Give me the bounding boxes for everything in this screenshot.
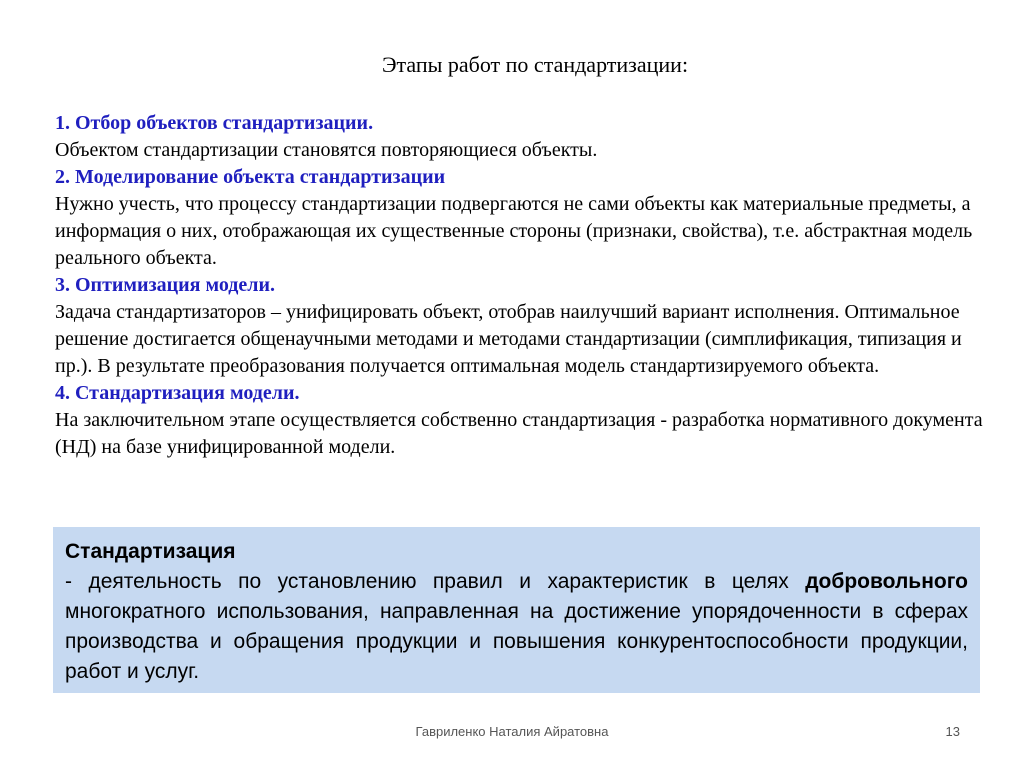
step-4-heading: 4. Стандартизация модели. [55, 382, 300, 404]
definition-text-after: многократного использования, направленная на достижение упорядоченности в сферах производства и обращения продукции и повышения конкурентоспособности продукции, работ и услуг. [65, 600, 968, 683]
slide-title: Этапы работ по стандартизации: [381, 52, 689, 77]
step-3-text: Задача стандартизаторов – унифицировать объект, отобрав наилучший вариант исполнения. Оптимальное решение достигается общенаучными методами и методами стандартизации (симплификация, типизация и пр.). В результате преобразования получается оптимальная модель стандартизируемого объекта. [55, 301, 962, 377]
definition-bold-word: добровольного [805, 570, 968, 593]
definition-term: Стандартизация [65, 540, 236, 563]
step-2-text: Нужно учесть, что процессу стандартизации подвергаются не сами объекты как материальные предметы, а информация о них, отображающая их существенные стороны (признаки, свойства), т.е. абстрактная модель реального объекта. [55, 193, 973, 269]
footer-author: Гавриленко Наталия Айратовна [415, 724, 609, 739]
steps-list [55, 110, 995, 461]
definition-text-before: - деятельность по установлению правил и характеристик в целях [65, 570, 806, 593]
step-1-text: Объектом стандартизации становятся повторяющиеся объекты. [55, 139, 598, 161]
step-3-heading: 3. Оптимизация модели. [55, 274, 275, 296]
definition-text [65, 567, 968, 687]
footer-page-number: 13 [945, 724, 960, 739]
step-1-heading: 1. Отбор объектов стандартизации. [55, 112, 374, 134]
definition-box [53, 527, 980, 693]
step-4-text: На заключительном этапе осуществляется собственно стандартизация - разработка нормативного документа (НД) на базе унифицированной модели. [55, 409, 983, 458]
step-2-heading: 2. Моделирование объекта стандартизации [55, 166, 446, 188]
